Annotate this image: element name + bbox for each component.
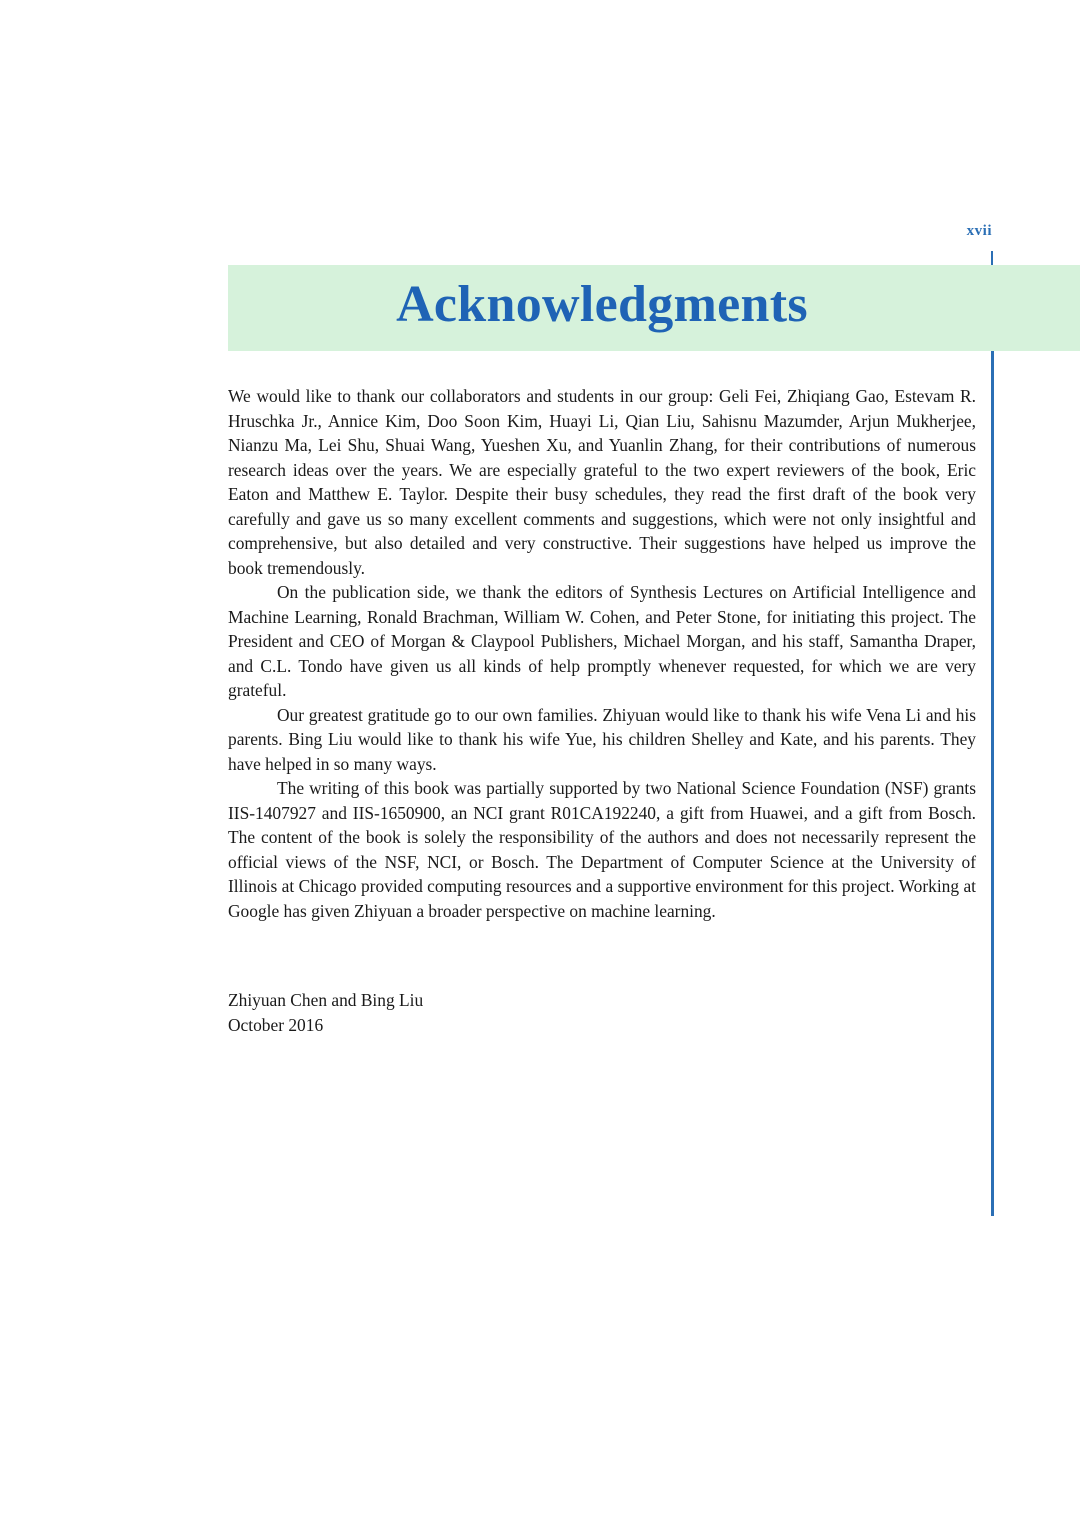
page-number: xvii xyxy=(966,223,992,239)
paragraph-publication: On the publication side, we thank the editors of Synthesis Lectures on Artificial Intelligence and Machine Learning, Ronald Brachman, William W. Cohen, and Peter Stone, for initiating this project. The President and CEO of Morgan & Claypool Publishers, Michael Morgan, and his staff, Samantha Draper, and C.L. Tondo have given us all kinds of help promptly whenever requested, for which we are very grateful. xyxy=(228,582,976,700)
signature-block xyxy=(228,988,728,1038)
signature-authors: Zhiyuan Chen and Bing Liu xyxy=(228,990,424,1010)
paragraph-collaborators: We would like to thank our collaborators and students in our group: Geli Fei, Zhiqiang Gao, Estevam R. Hruschka Jr., Annice Kim, Doo Soon Kim, Huayi Li, Qian Liu, Sahisnu Mazumder, Arjun Mukherjee, Nianzu Ma, Lei Shu, Shuai Wang, Yueshen Xu, and Yuanlin Zhang, for their contributions of numerous research ideas over the years. We are especially grateful to the two expert reviewers of the book, Eric Eaton and Matthew E. Taylor. Despite their busy schedules, they read the first draft of the book very carefully and gave us so many excellent comments and suggestions, which were not only insightful and comprehensive, but also detailed and very constructive. Their suggestions have helped us improve the book tremendously. xyxy=(228,386,976,578)
paragraph-families: Our greatest gratitude go to our own families. Zhiyuan would like to thank his wife Vena Li and his parents. Bing Liu would like to thank his wife Yue, his children Shelley and Kate, and his parents. They have helped in so many ways. xyxy=(228,704,976,774)
paragraph-funding: The writing of this book was partially supported by two National Science Foundation (NSF) grants IIS-1407927 and IIS-1650900, an NCI grant R01CA192240, a gift from Huawei, and a gift from Bosch. The content of the book is solely the responsibility of the authors and does not necessarily represent the official views of the NSF, NCI, or Bosch. The Department of Computer Science at the University of Illinois at Chicago provided computing resources and a supportive environment for this project. Working at Google has given Zhiyuan a broader perspective on machine learning. xyxy=(228,778,976,921)
chapter-title: Acknowledgments xyxy=(396,276,808,333)
acknowledgments-body xyxy=(228,384,976,923)
header-tick-mark xyxy=(991,251,993,265)
margin-rule xyxy=(991,351,994,1216)
signature-date: October 2016 xyxy=(228,1015,324,1035)
